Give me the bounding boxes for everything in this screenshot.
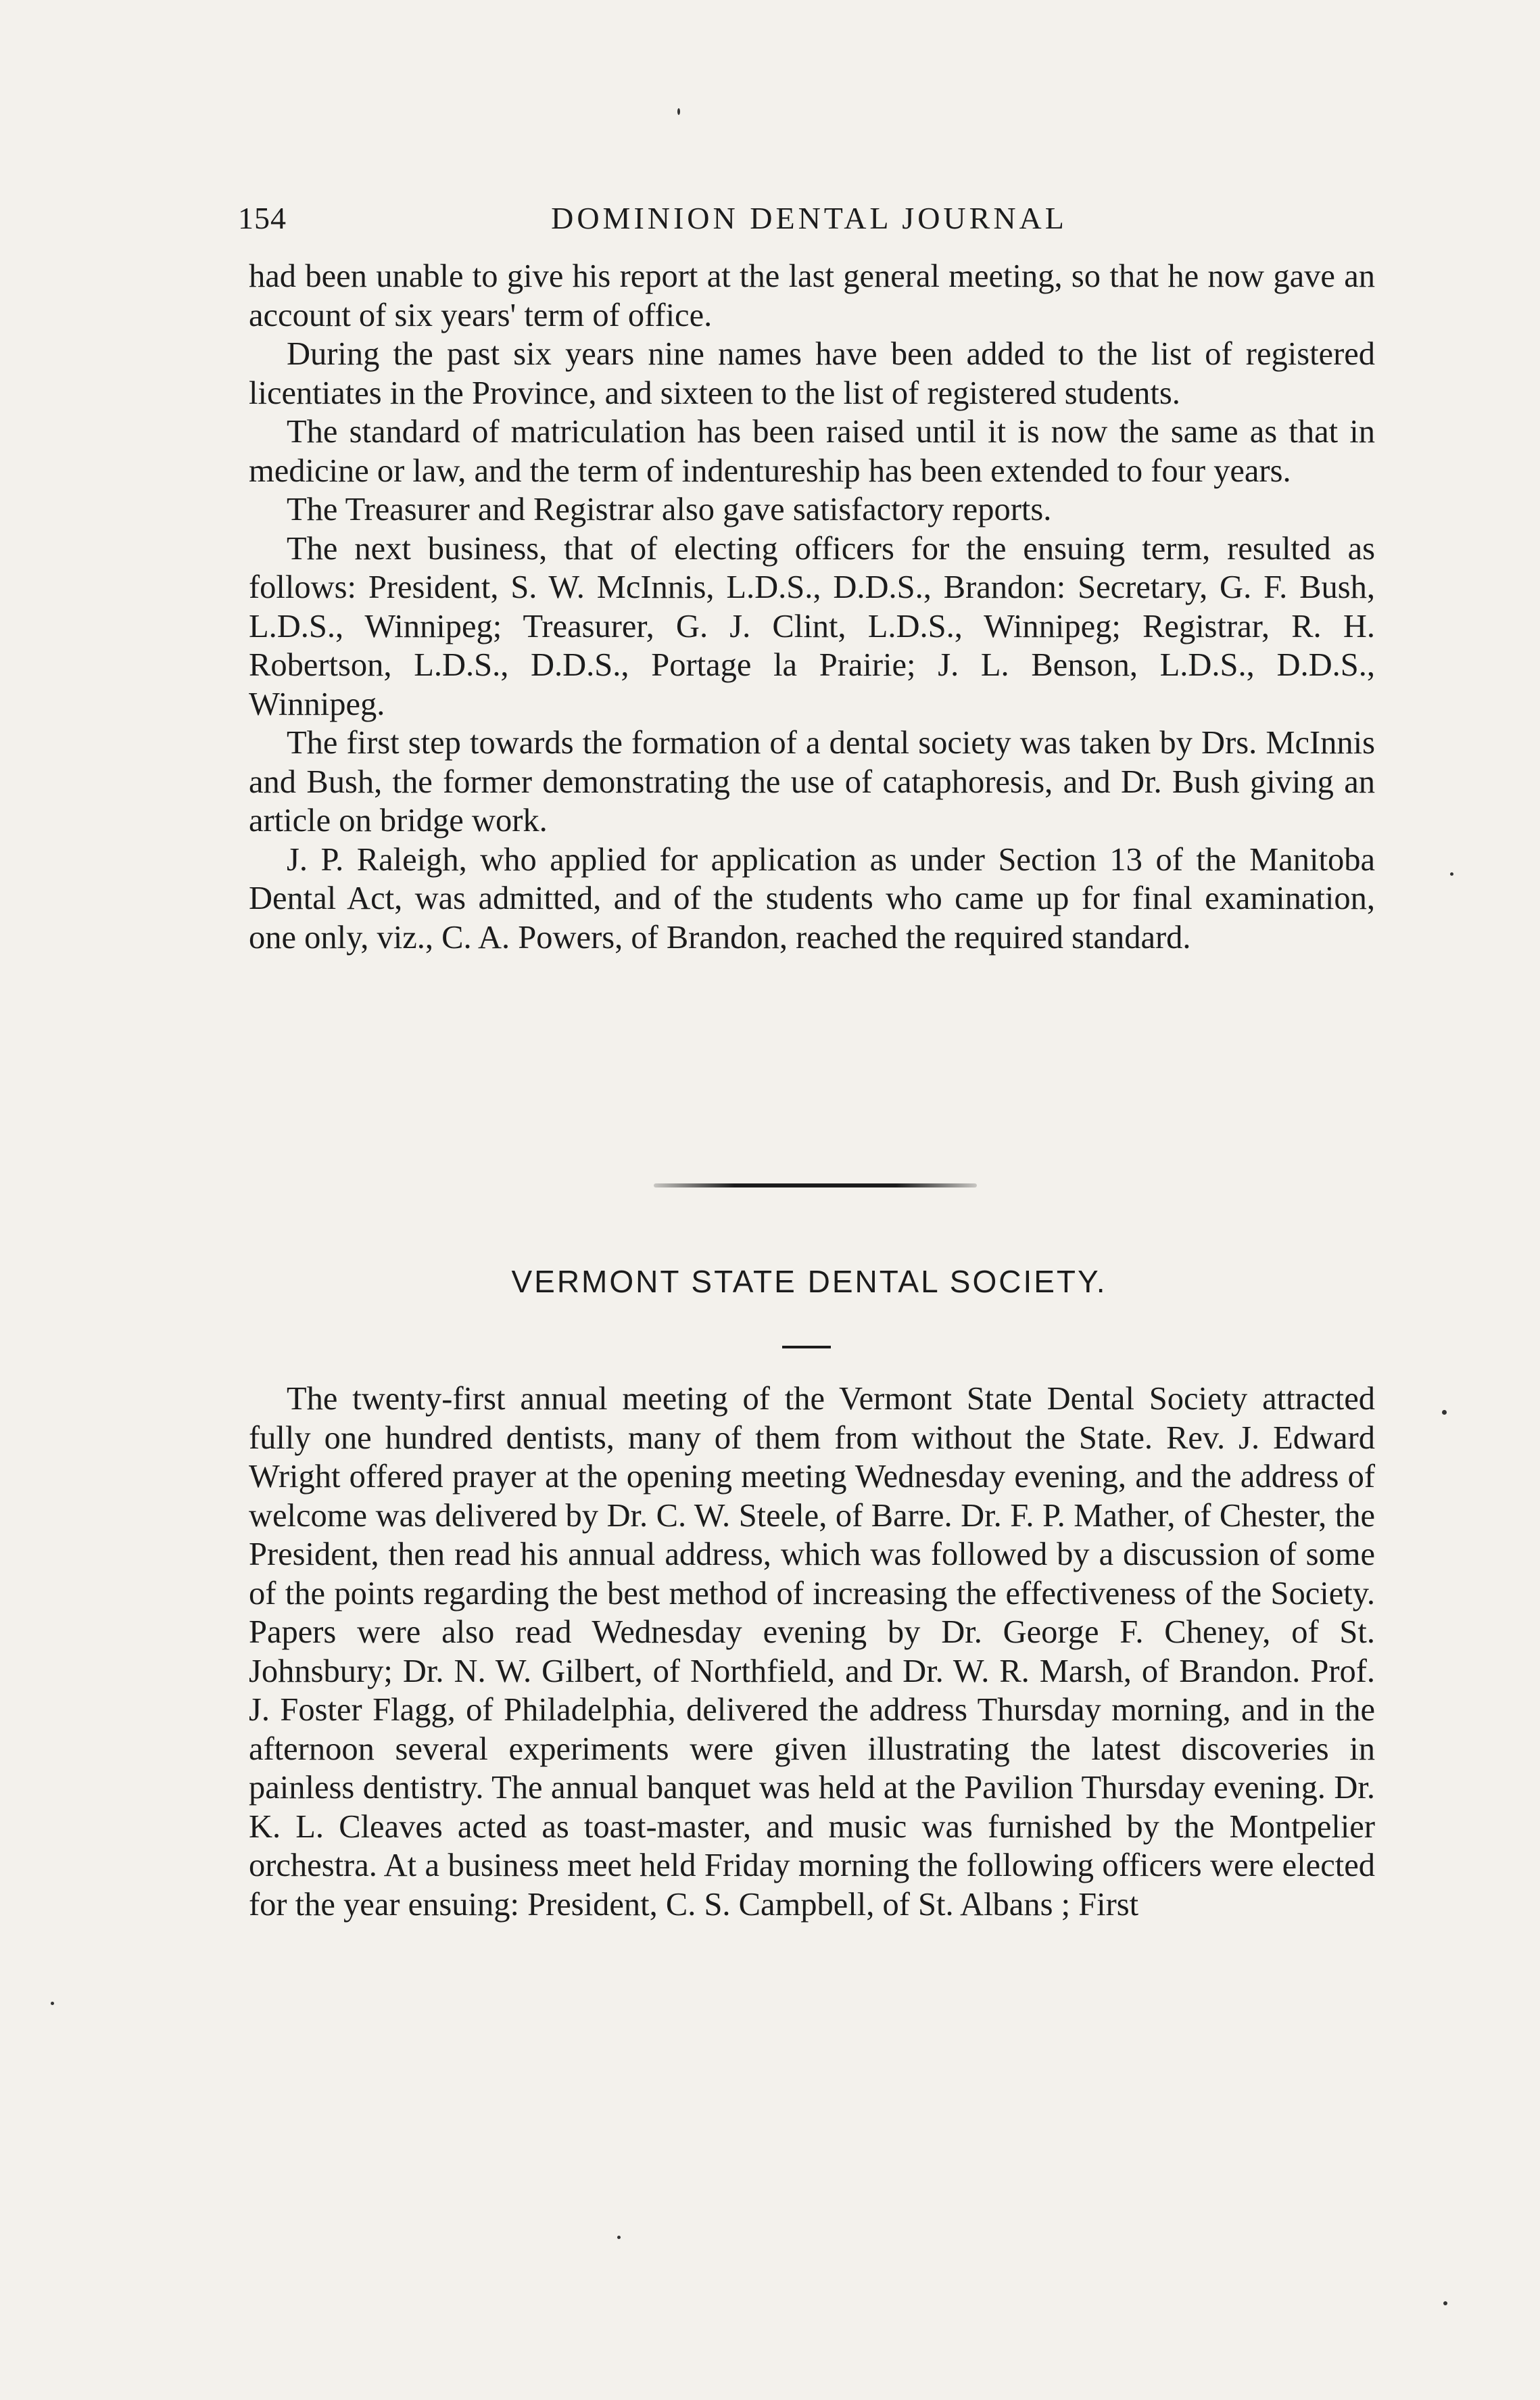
print-speck	[1450, 872, 1453, 876]
paragraph-matriculation: The standard of matriculation has been raised until it is now the same as that in medicine or law, and the term of indentureship has been extended to four years.	[249, 414, 1375, 489]
paragraph-vermont-meeting: The twenty-first annual meeting of the Vermont State Dental Society attracted fully one hundred dentists, many of them from without the State. Rev. J. Edward Wright offered prayer at the opening meeting Wednesday evening, and the address of welcome was delivered by Dr. C. W. Steele, of Barre. Dr. F. P. Mather, of Chester, the President, then read his annual address, which was followed by a discussion of some of the points regarding the best method of increasing the effectiveness of the Society. Papers were also read Wednesday evening by Dr. George F. Cheney, of St. Johnsbury; Dr. N. W. Gilbert, of Northfield, and Dr. W. R. Marsh, of Brandon. Prof. J. Foster Flagg, of Philadelphia, delivered the address Thursday morning, and in the afternoon several experiments were given illustrating the latest discoveries in painless dentistry. The annual banquet was held at the Pavilion Thursday evening. Dr. K. L. Cleaves acted as toast-master, and music was furnished by the Montpelier orchestra. At a business meet held Friday morning the following officers were elected for the year ensuing: President, C. S. Campbell, of St. Albans ; First	[249, 1381, 1375, 1923]
paragraph-registered-names: During the past six years nine names have been added to the list of registered licentiates in the Province, and sixteen to the list of registered students.	[249, 336, 1375, 411]
paragraph-examination-results: J. P. Raleigh, who applied for application as under Section 13 of the Manitoba Dental Act, was admitted, and of the students who came up for final examination, one only, viz., C. A. Powers, of Brandon, reached the required standard.	[249, 841, 1375, 956]
paragraph-dental-society-formation: The first step towards the formation of a dental society was taken by Drs. McInnis and Bush, the former demonstrating the use of cataphoresis, and Dr. Bush giving an article on bridge work.	[249, 725, 1375, 839]
page-number: 154	[238, 201, 287, 235]
vermont-article-text	[249, 1380, 1375, 1924]
journal-title: DOMINION DENTAL JOURNAL	[551, 201, 1067, 235]
section-title-vermont: VERMONT STATE DENTAL SOCIETY.	[511, 1264, 1107, 1299]
print-speck	[677, 108, 680, 115]
upper-article-text	[249, 257, 1375, 957]
print-speck	[617, 2236, 621, 2239]
print-speck	[1442, 1410, 1447, 1415]
section-divider	[654, 1183, 977, 1187]
print-speck	[51, 2002, 54, 2005]
paragraph-treasurer-registrar: The Treasurer and Registrar also gave satisfactory reports.	[287, 492, 1052, 527]
running-head	[238, 200, 1380, 241]
paragraph-report-continuation: had been unable to give his report at the last general meeting, so that he now gave an account of six years' term of office.	[249, 258, 1375, 333]
print-speck	[1443, 2301, 1447, 2305]
paragraph-officers-elected: The next business, that of electing officers for the ensuing term, resulted as follows: President, S. W. McInnis, L.D.S., D.D.S., Brandon: Secretary, G. F. Bush, L.D.S., Winnipeg; Treasurer, G. J. Clint, L.D.S., Winnipeg; Registrar, R. H. Robertson, L.D.S., D.D.S., Portage la Prairie; J. L. Benson, L.D.S., D.D.S., Winnipeg.	[249, 530, 1375, 722]
title-underline-rule	[782, 1346, 831, 1348]
